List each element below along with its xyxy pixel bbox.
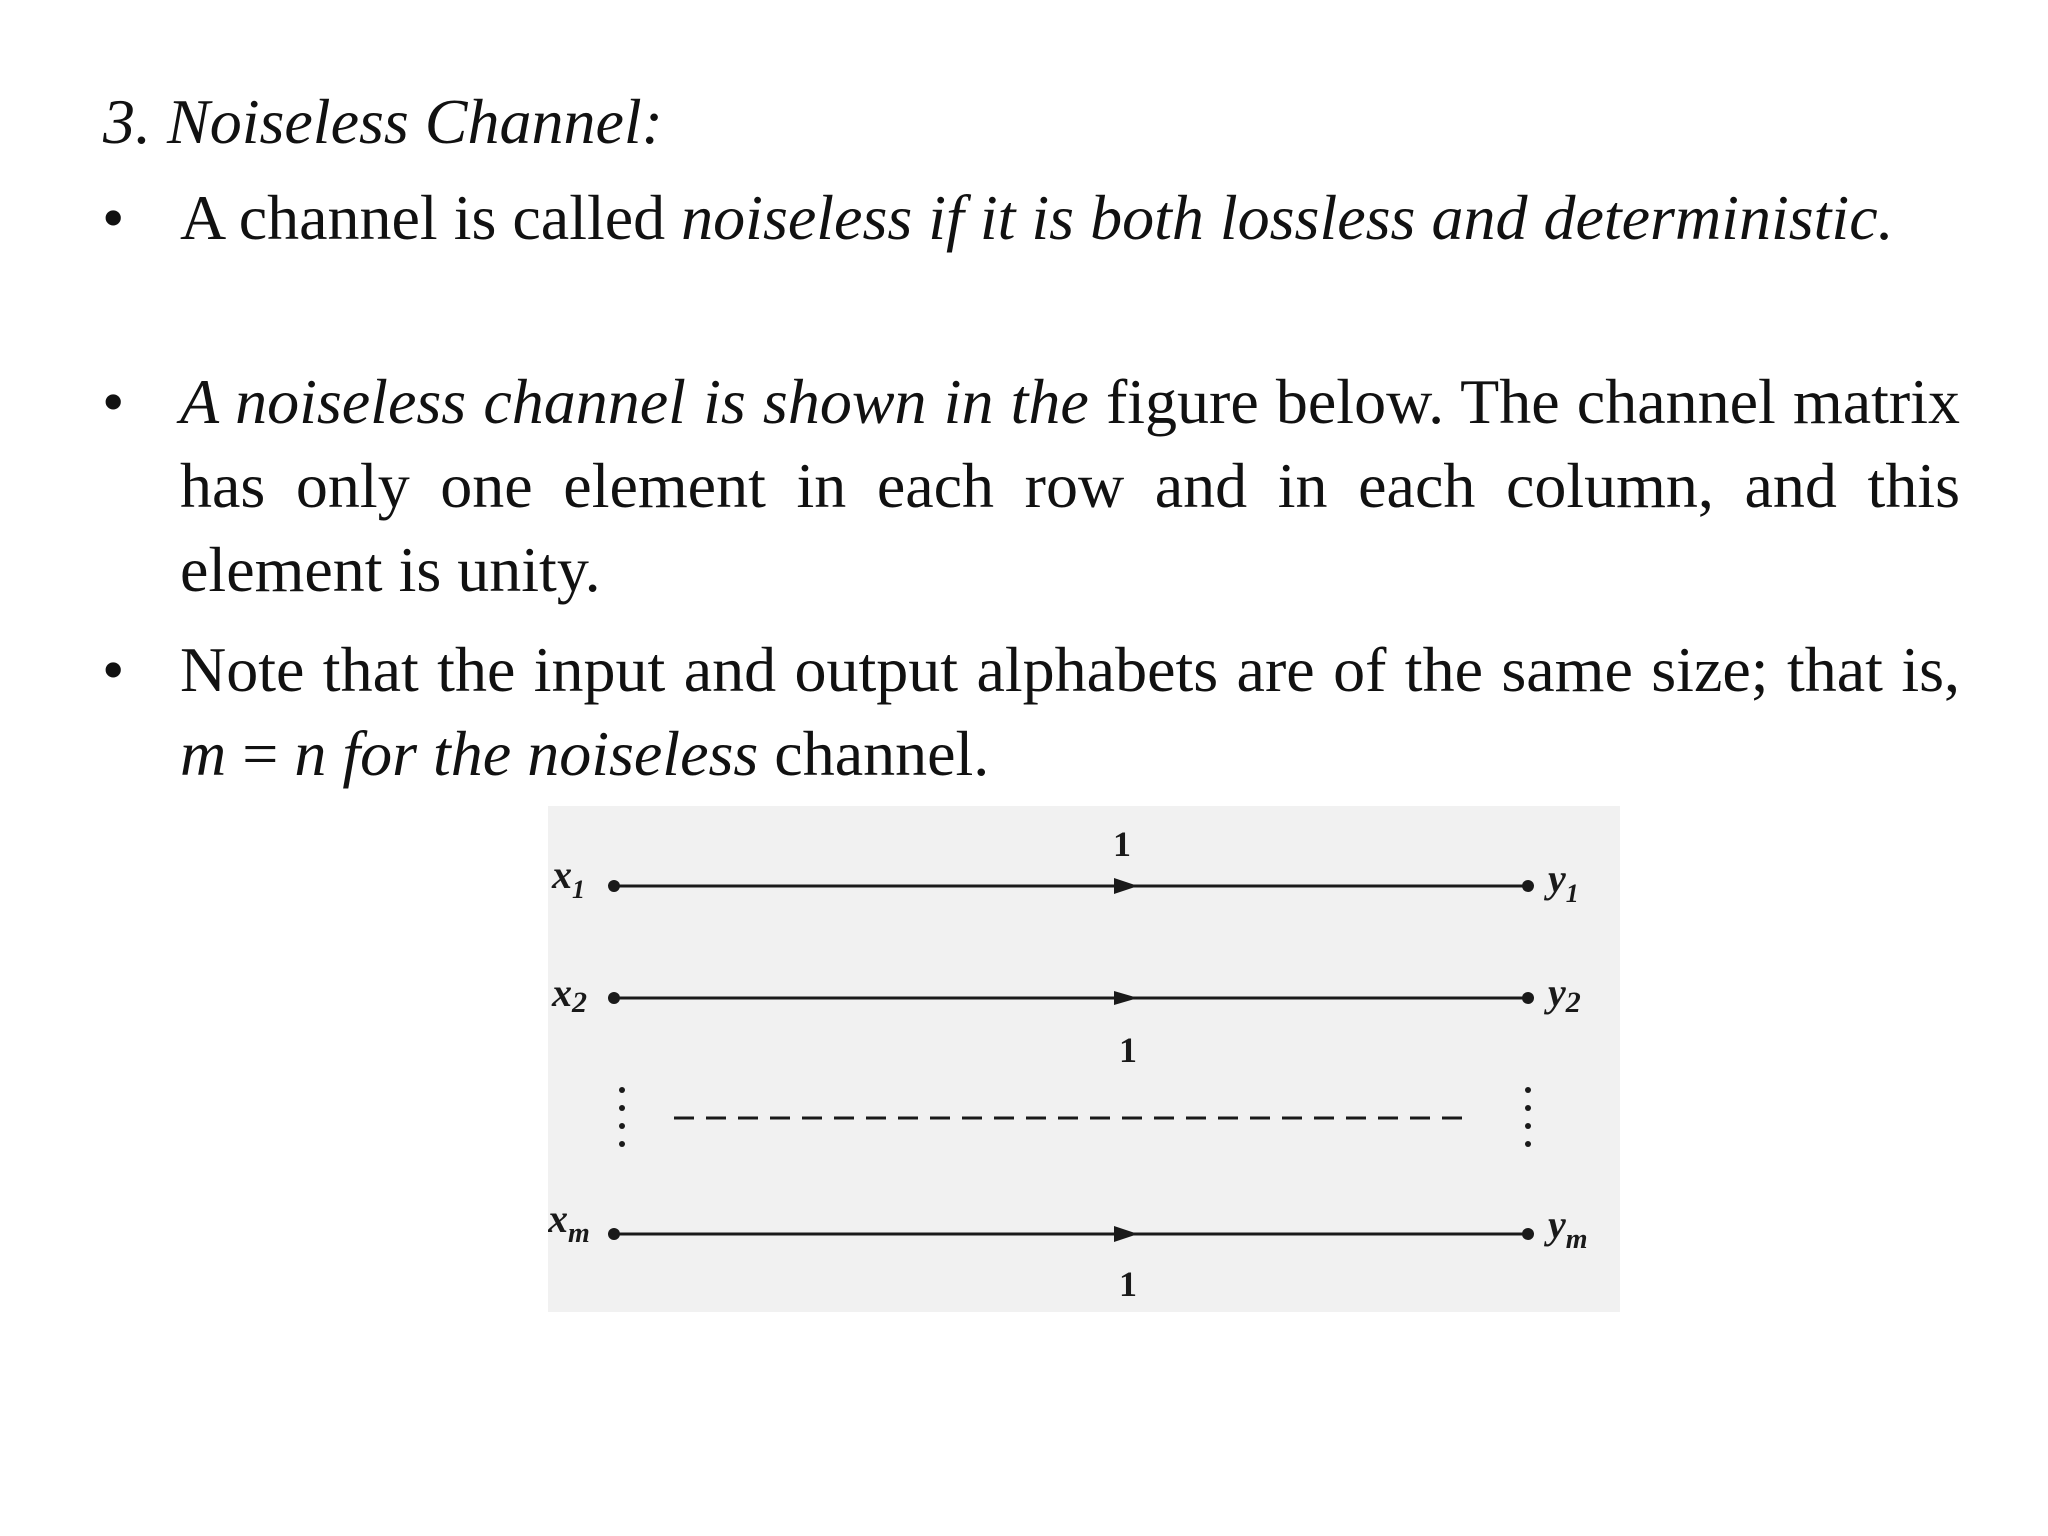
channel-row-1 — [551, 824, 1579, 908]
bullet-text — [180, 182, 1894, 253]
arrow-head-icon — [1114, 878, 1138, 894]
vertical-ellipsis-dot — [619, 1105, 625, 1111]
vertical-ellipsis-dot — [619, 1141, 625, 1147]
bullet-text-part: noiseless if it is both lossless and deterministic. — [681, 182, 1894, 253]
bullet-text — [180, 634, 1960, 789]
arrow-head-icon — [1114, 1226, 1138, 1242]
vertical-ellipsis-dot — [1525, 1105, 1531, 1111]
bullet-text-part: n for the noiseless — [294, 718, 759, 789]
vertical-ellipsis-dot — [619, 1087, 625, 1093]
bullet-item-figure-description — [102, 360, 1961, 612]
channel-row-2 — [551, 970, 1581, 1070]
arrow-head-icon — [1114, 991, 1138, 1005]
bullet-text-part: m — [180, 718, 227, 789]
input-symbol-x1: $x_1$ — [552, 852, 585, 904]
bullet-marker: • — [102, 366, 125, 437]
ellipsis-row — [619, 1087, 1531, 1147]
bullet-item-noiseless-definition — [102, 176, 1960, 260]
bullet-text-part: channel. — [758, 718, 990, 789]
channel-diagram — [548, 806, 1620, 1312]
output-node-y1 — [1522, 880, 1534, 892]
output-symbol-ym: $y_m$ — [1548, 1202, 1588, 1255]
vertical-ellipsis-dot — [1525, 1141, 1531, 1147]
bullet-text-part: Note that the input and output alphabets are of the same size; that is, — [180, 634, 1960, 705]
transition-probability: 1 — [1119, 1264, 1137, 1304]
output-node-y2 — [1522, 992, 1534, 1004]
output-symbol-y2: y2 — [1548, 970, 1581, 1019]
channel-row-m — [548, 1196, 1588, 1304]
bullet-marker: • — [102, 634, 125, 705]
slide-title: 3. Noiseless Channel: — [103, 86, 663, 157]
bullet-text-part: A channel is called — [180, 182, 682, 253]
bullet-text-part: A noiseless channel is shown in the — [180, 366, 1106, 437]
transition-probability: 1 — [1113, 824, 1131, 864]
output-symbol-y1: $y_1$ — [1548, 856, 1579, 908]
transition-probability: 1 — [1119, 1030, 1137, 1070]
vertical-ellipsis-dot — [619, 1123, 625, 1129]
bullet-text-part: figure below. The channel matrix has only one element in each row and in each column, and this element is unity. — [180, 366, 1961, 605]
input-symbol-x2: x2 — [552, 970, 587, 1019]
noiseless-channel-figure — [548, 806, 1620, 1312]
bullet-text-part: = — [226, 718, 295, 789]
vertical-ellipsis-dot — [1525, 1123, 1531, 1129]
output-node-ym — [1522, 1228, 1534, 1240]
bullet-text — [180, 366, 1960, 605]
bullet-marker: • — [102, 182, 125, 253]
bullet-item-alphabet-size — [102, 628, 1960, 796]
input-symbol-xm: $x_m$ — [548, 1196, 590, 1249]
vertical-ellipsis-dot — [1525, 1087, 1531, 1093]
